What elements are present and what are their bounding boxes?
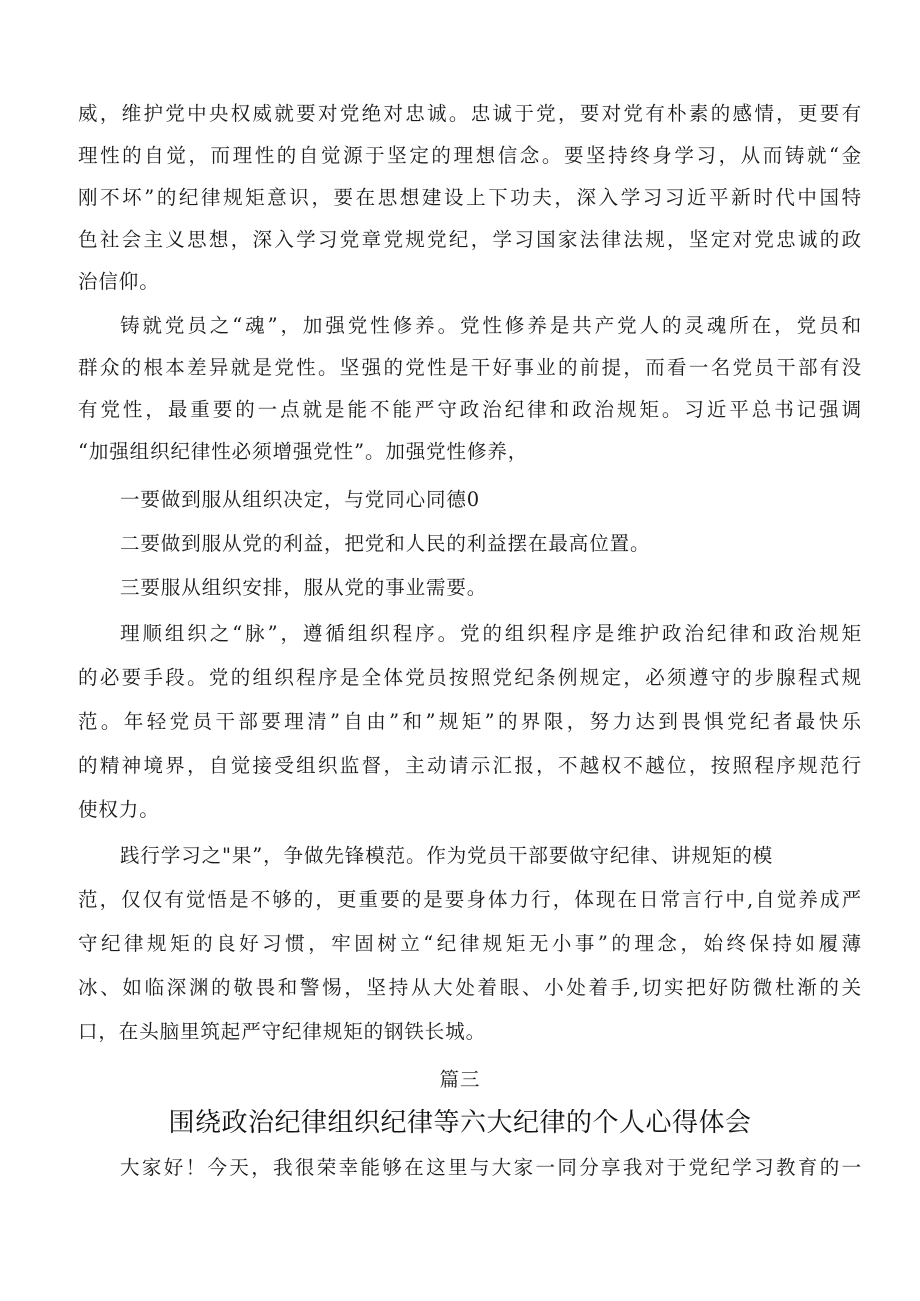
paragraph-first-line: 践行学习之"果”，争做先锋模范。作为党员干部要做守纪律、讲规矩的模 [120, 844, 774, 867]
text-line: 守纪律规矩的良好习惯，牢固树立“纪律规矩无小事”的理念，始终保持如履薄 [78, 932, 862, 955]
text-line: 使权力。 [78, 798, 160, 821]
text-line: 有党性，最重要的一点就是能不能严守政治纪律和政治规矩。习近平总书记强调 [78, 398, 862, 421]
text-line: 的必要手段。党的组织程序是全体党员按照党纪条例规定，必须遵守的步腺程式规 [78, 666, 862, 689]
list-item: 一要做到服从组织决定，与党同心同德0 [120, 488, 481, 511]
text-line: 群众的根本差异就是党性。坚强的党性是干好事业的前提，而看一名党员干部有没 [78, 356, 862, 379]
paragraph-first-line: 铸就党员之“魂”，加强党性修养。党性修养是共产党人的灵魂所在，党员和 [120, 314, 862, 337]
section-label: 篇三 [439, 1068, 481, 1091]
text-line: 理性的自觉，而理性的自觉源于坚定的理想信念。要坚持终身学习，从而铸就“金 [78, 144, 862, 167]
text-line: 范。年轻党员干部要理清”自由”和”规矩”的界限，努力达到畏惧党纪者最快乐 [78, 710, 862, 733]
text-line: 威，维护党中央权威就要对党绝对忠诚。忠诚于党，要对党有朴素的感情，更要有 [78, 102, 862, 125]
text-line: 治信仰。 [78, 270, 160, 293]
text-line: 色社会主义思想，深入学习党章党规党纪，学习国家法律法规，坚定对党忠诚的政 [78, 228, 862, 251]
paragraph-first-line: 理顺组织之“脉”，遵循组织程序。党的组织程序是维护政治纪律和政治规矩 [120, 622, 862, 645]
list-item: 二要做到服从党的利益，把党和人民的利益摆在最高位置。 [120, 532, 651, 555]
text-line: 的精神境界，自觉接受组织监督，主动请示汇报，不越权不越位，按照程序规范行 [78, 754, 862, 777]
list-item: 三要服从组织安排，服从党的事业需要。 [120, 576, 488, 599]
text-line: 刚不坏”的纪律规矩意识，要在思想建设上下功夫，深入学习习近平新时代中国特 [78, 186, 862, 209]
paragraph-first-line: 大家好！今天，我很荣幸能够在这里与大家一同分享我对于党纪学习教育的一 [120, 1156, 862, 1179]
text-line: 冰、如临深渊的敬畏和警惕，坚持从大处着眼、小处着手,切实把好防微杜渐的关 [78, 976, 862, 999]
text-line: 范，仅仅有觉悟是不够的，更重要的是要身体力行，体现在日常言行中,自觉养成严 [78, 888, 862, 911]
document-title: 围绕政治纪律组织纪律等六大纪律的个人心得体会 [168, 1108, 752, 1138]
text-line: “加强组织纪律性必须增强党性”。加强党性修养， [78, 440, 529, 463]
text-line: 口，在头脑里筑起严守纪律规矩的钢铁长城。 [78, 1020, 487, 1043]
